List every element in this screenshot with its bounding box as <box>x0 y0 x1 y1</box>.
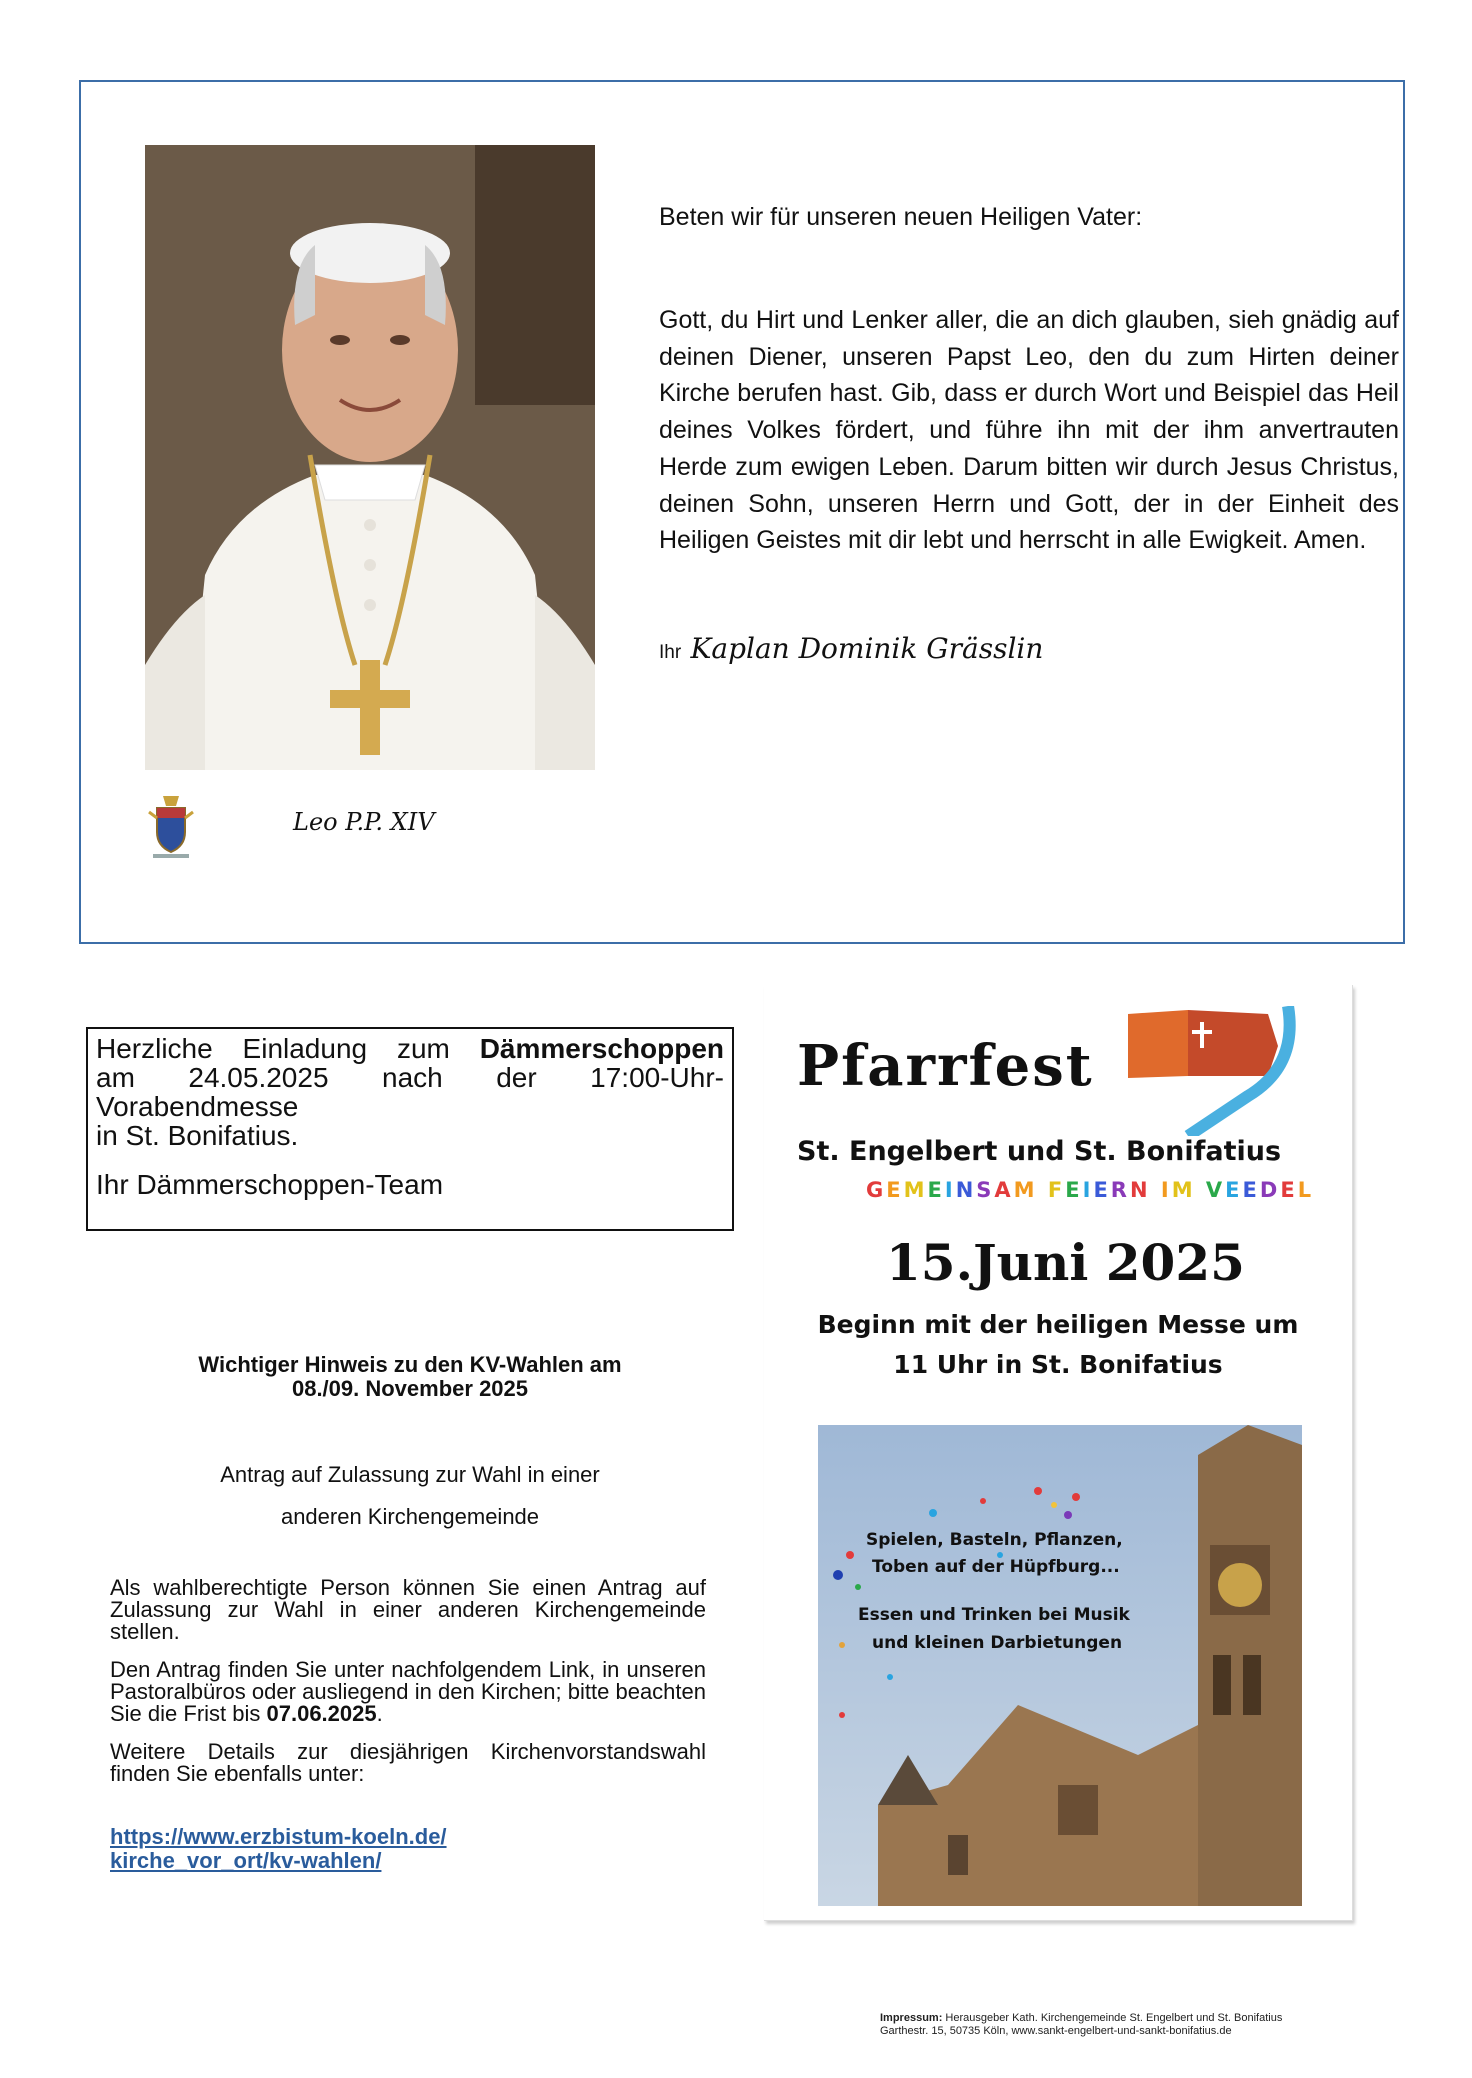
flyer-begin-line-1: Beginn mit der heiligen Messe um <box>817 1310 1299 1339</box>
flyer-parishes: St. Engelbert und St. Bonifatius <box>797 1136 1282 1167</box>
prayer-sign-name: Kaplan Dominik Grässlin <box>690 632 1044 665</box>
kv-paragraph-2 <box>110 1659 706 1725</box>
invite-line-2: am 24.05.2025 nach der 17:00-Uhr- <box>96 1062 724 1093</box>
kv-heading-line-2: 08./09. November 2025 <box>291 1376 529 1401</box>
church-photo <box>818 1425 1302 1906</box>
kv-paragraph-2-text: Den Antrag finden Sie unter nachfolgendem Link, in unseren Pastoralbüros oder ausliegend in den Kirchen; bitte beachten Sie die Frist bis <box>110 1657 706 1726</box>
invite-line-3: Vorabendmesse <box>96 1091 299 1122</box>
invite-team: Ihr Dämmerschoppen-Team <box>96 1169 444 1200</box>
kv-wahlen-link[interactable] <box>110 1825 447 1873</box>
prayer-intro: Beten wir für unseren neuen Heiligen Vater: <box>659 203 1143 231</box>
invite-text: Herzliche Einladung zum <box>96 1033 480 1064</box>
invite-event-name: Dämmerschoppen <box>479 1033 724 1064</box>
flyer-food-line-2: und kleinen Darbietungen <box>872 1633 1123 1653</box>
kv-deadline: 07.06.2025 <box>266 1701 377 1726</box>
prayer-sign-prefix: Ihr <box>659 642 682 663</box>
flyer-motto <box>866 1178 1314 1202</box>
pope-signature: Leo P.P. XIV <box>293 808 435 836</box>
flyer-activities-line-1: Spielen, Basteln, Pflanzen, <box>866 1530 1123 1550</box>
impressum-label: Impressum: <box>880 2012 943 2024</box>
kv-paragraph-2-end: . <box>376 1701 383 1726</box>
flyer-motto-text: GEMEINSAM FEIERN IM VEEDEL <box>866 1178 1315 1202</box>
kv-heading <box>120 1353 700 1401</box>
invitation-box <box>86 1027 734 1231</box>
prayer-signature <box>659 632 1043 665</box>
kv-heading-line-1: Wichtiger Hinweis zu den KV-Wahlen am <box>198 1352 622 1377</box>
invite-line-4: in St. Bonifatius. <box>96 1120 299 1151</box>
flyer-food-line-1: Essen und Trinken bei Musik <box>858 1605 1130 1625</box>
prayer-text: Gott, du Hirt und Lenker aller, die an dich glauben, sieh gnädig auf deinen Diener, unseren Papst Leo, den du zum Hirten deiner Kirche berufen hast. Gib, dass er durch Wort und Beispiel das Heil deines Volkes fördert, und führe ihn mit der ihm anvertrauten Herde zum ewigen Leben. Darum bitten wir durch Jesus Christus, deinen Sohn, unseren Herrn und Gott, der in der Einheit des Heiligen Geistes mit dir lebt und herrscht in alle Ewigkeit. Amen. <box>659 306 1399 555</box>
flyer-activities-line-2: Toben auf der Hüpfburg... <box>872 1557 1120 1577</box>
kv-subtitle <box>120 1454 700 1538</box>
impressum-line-2: Garthestr. 15, 50735 Köln, www.sankt-engelbert-und-sankt-bonifatius.de <box>880 2025 1232 2037</box>
parish-logo-icon <box>1128 1006 1310 1136</box>
impressum <box>880 2012 1282 2038</box>
kv-subtitle-line-1: Antrag auf Zulassung zur Wahl in einer <box>220 1462 600 1487</box>
flyer-date: 15.Juni 2025 <box>886 1233 1245 1292</box>
invite-line-1 <box>96 1034 724 1063</box>
flyer-begin-line-2: 11 Uhr in St. Bonifatius <box>893 1350 1223 1379</box>
impressum-publisher: Herausgeber Kath. Kirchengemeinde St. Engelbert und St. Bonifatius <box>945 2012 1283 2024</box>
kv-link-line-1[interactable]: https://www.erzbistum-koeln.de/ <box>110 1824 447 1849</box>
pope-portrait-photo <box>145 145 595 770</box>
flyer-title: Pfarrfest <box>797 1033 1094 1099</box>
kv-subtitle-line-2: anderen Kirchengemeinde <box>280 1504 540 1529</box>
papal-coat-of-arms-icon <box>143 792 199 860</box>
impressum-line-1 <box>880 2012 1282 2025</box>
kv-link-line-2[interactable]: kirche_vor_ort/kv-wahlen/ <box>110 1848 382 1873</box>
kv-paragraph-3: Weitere Details zur diesjährigen Kirchenvorstandswahl finden Sie ebenfalls unter: <box>110 1739 706 1786</box>
kv-body <box>110 1577 706 1801</box>
kv-paragraph-1: Als wahlberechtigte Person können Sie einen Antrag auf Zulassung zur Wahl in einer anderen Kirchengemeinde stellen. <box>110 1575 706 1644</box>
